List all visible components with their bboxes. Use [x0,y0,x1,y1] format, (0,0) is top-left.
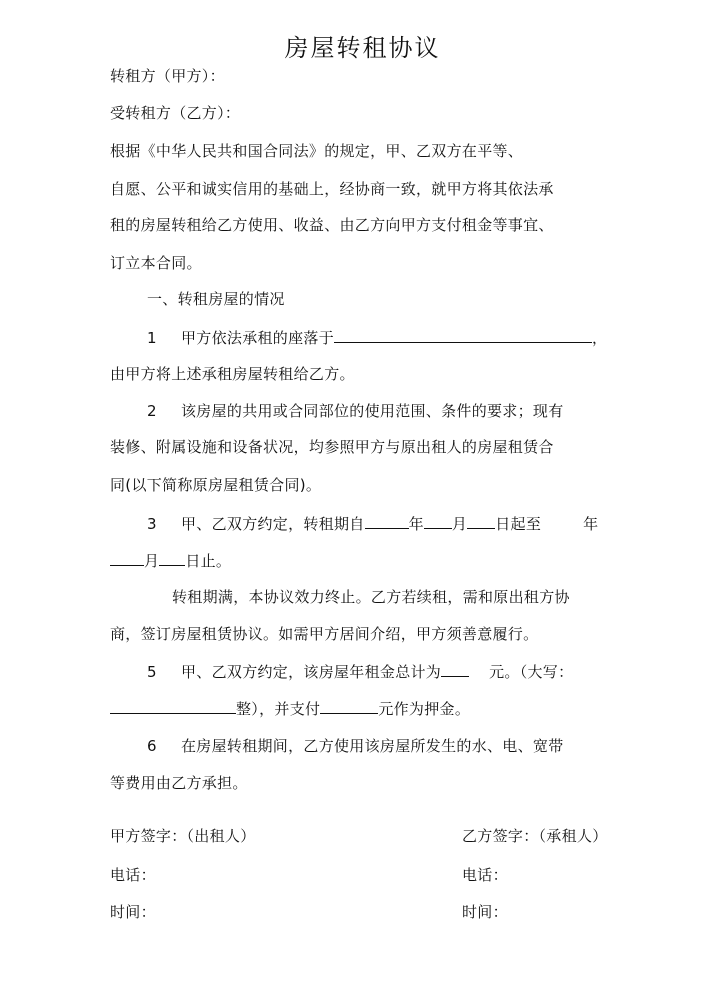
clause-1-comma: ， [592,329,608,347]
clause-5-line-2 [110,698,470,719]
clause-4-line-2: 商，签订房屋租赁协议。如需甲方居间介绍，甲方须善意履行。 [110,625,539,643]
intro-line-3: 租的房屋转租给乙方使用、收益、由乙方向甲方支付租金等事宜、 [110,216,554,234]
clause-4-line-1: 转租期满，本协议效力终止。乙方若续租，需和原出租方协 [172,588,570,606]
party-a-phone: 电话： [110,866,156,884]
clause-2-text: 该房屋的共用或合同部位的使用范围、条件的要求；现有 [181,402,564,420]
clause-2-line-3: 同(以下简称原房屋租赁合同)。 [110,476,322,494]
start-year-blank [365,513,409,529]
clause-5-text: 甲、乙双方约定，该房屋年租金总计为 [181,663,442,681]
rent-yuan-label: 元。（大写： [489,663,574,681]
section-heading: 一、转租房屋的情况 [147,290,285,308]
party-a-time: 时间： [110,903,156,921]
start-month-blank [424,513,452,529]
clause-6-text: 在房屋转租期间，乙方使用该房屋所发生的水、电、宽带 [181,737,564,755]
end-month-blank [110,550,144,566]
intro-line-1: 根据《中华人民共和国合同法》的规定，甲、乙双方在平等、 [110,142,524,160]
clause-1-text: 甲方依法承租的座落于 [181,329,335,347]
clause-6-number: 6 [147,737,157,755]
party-b-time: 时间： [462,903,508,921]
party-b-phone: 电话： [462,866,508,884]
deposit-blank [320,698,378,714]
intro-line-2: 自愿、公平和诚实信用的基础上，经协商一致，就甲方将其依法承 [110,180,554,198]
clause-1-line-1 [147,327,607,348]
clause-5-number: 5 [147,663,157,681]
clause-3-number: 3 [147,515,157,533]
clause-2-line-1 [147,401,564,421]
day-from-label: 日起至 [495,515,542,533]
rent-uppercase-blank [110,698,236,714]
address-blank [334,327,592,343]
intro-line-4: 订立本合同。 [110,254,202,272]
document-title: 房屋转租协议 [284,34,441,62]
clause-1-number: 1 [147,329,157,347]
clause-5-line-1 [147,661,573,682]
party-b-label: 受转租方（乙方）： [110,104,241,122]
year-label: 年 [408,515,424,533]
clause-6-line-1 [147,736,564,756]
party-b-signature: 乙方签字：（承租人） [462,827,608,845]
clause-3-text: 甲、乙双方约定，转租期自 [181,515,365,533]
clause-1-line-2: 由甲方将上述承租房屋转租给乙方。 [110,365,355,383]
month-label: 月 [451,515,468,533]
clause-3-line-2 [110,550,231,571]
clause-3-line-1 [147,513,598,534]
clause-6-line-2: 等费用由乙方承担。 [110,774,248,792]
clause-2-line-2: 装修、附属设施和设备状况，均参照甲方与原出租人的房屋租赁合 [110,438,554,456]
deposit-label: 元作为押金。 [378,700,471,718]
start-day-blank [467,513,495,529]
party-a-label: 转租方（甲方）： [110,67,225,85]
zheng-label: 整），并支付 [236,700,321,718]
clause-2-number: 2 [147,402,157,420]
end-year-label: 年 [583,515,599,533]
end-month-label: 月 [144,552,160,570]
party-a-signature: 甲方签字：（出租人） [110,827,256,845]
rent-amount-blank [441,661,469,677]
end-day-label: 日止。 [185,552,232,570]
end-day-blank [159,550,185,566]
